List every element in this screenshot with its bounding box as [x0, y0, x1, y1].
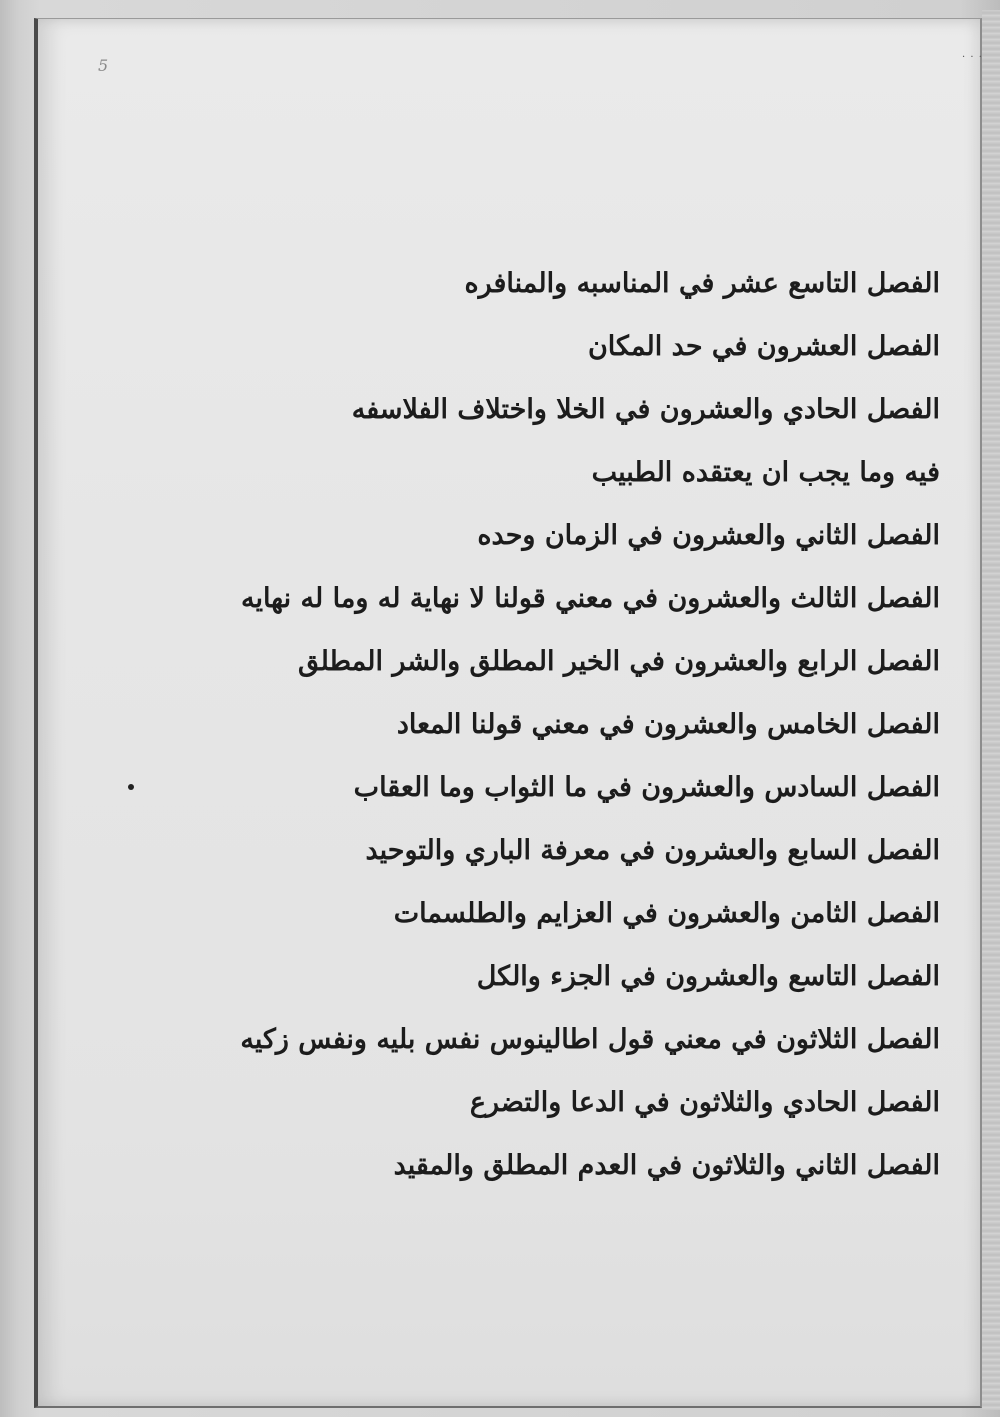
chapter-line: الفصل الرابع والعشرون في الخير المطلق والشر المطلق [298, 646, 940, 677]
ink-spot [128, 784, 134, 790]
chapter-line: الفصل الحادي والعشرون في الخلا واختلاف الفلاسفه [351, 394, 940, 425]
chapter-line: الفصل الحادي والثلاثون في الدعا والتضرع [469, 1087, 940, 1118]
chapter-line: الفصل الثاني والعشرون في الزمان وحده [477, 520, 940, 551]
chapter-line: الفصل الثاني والثلاثون في العدم المطلق والمقيد [393, 1150, 940, 1181]
chapter-line: الفصل الثامن والعشرون في العزايم والطلسمات [393, 898, 940, 929]
chapter-line: الفصل السابع والعشرون في معرفة الباري والتوحيد [365, 835, 940, 866]
chapter-line: الفصل الخامس والعشرون في معني قولنا المعاد [396, 709, 940, 740]
chapter-line: فيه وما يجب ان يعتقده الطبيب [591, 457, 940, 488]
chapter-line: الفصل التاسع عشر في المناسبه والمنافره [464, 268, 940, 299]
chapter-line: الفصل الثلاثون في معني قول اطالينوس نفس بليه ونفس زكيه [240, 1024, 940, 1055]
page-edge-stack [982, 10, 1000, 1410]
folio-number: 5 [98, 56, 109, 75]
chapter-line: الفصل السادس والعشرون في ما الثواب وما العقاب [353, 772, 940, 803]
chapter-line: الفصل العشرون في حد المكان [587, 331, 940, 362]
chapter-list [240, 252, 940, 1197]
chapter-line: الفصل التاسع والعشرون في الجزء والكل [476, 961, 940, 992]
page-edge-marks: · · · [962, 52, 983, 63]
chapter-line: الفصل الثالث والعشرون في معني قولنا لا نهاية له وما له نهايه [240, 583, 940, 614]
